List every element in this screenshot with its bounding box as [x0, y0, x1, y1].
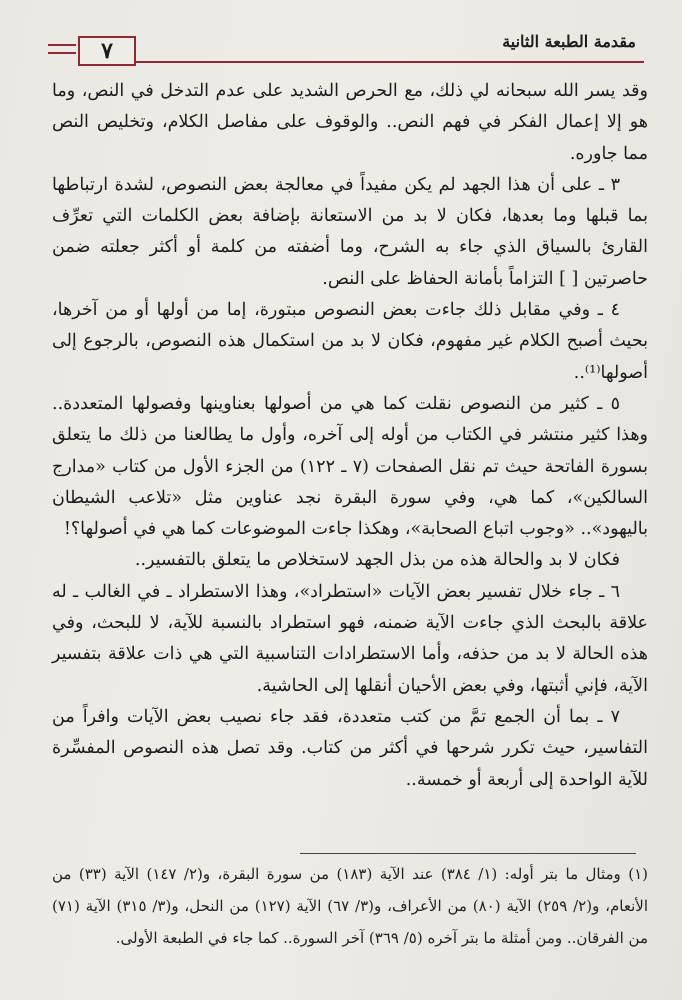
paragraph-point-7: ٧ ـ بما أن الجمع تمَّ من كتب متعددة، فقد جاء نصيب بعض الآيات وافراً من التفاسير، حيث تكرر شرحها في أكثر من كتاب. وقد تصل هذه النصوص المفسِّرة للآية الواحدة إلى أربعة أو خمسة..	[52, 706, 648, 790]
running-title: مقدمة الطبعة الثانية	[502, 32, 636, 51]
footnote-separator	[300, 853, 636, 854]
page-number-box	[78, 36, 136, 66]
paragraph-point-5: ٥ ـ كثير من النصوص نقلت كما هي من أصولها بعناوينها وفصولها المتعددة.. وهذا كثير منتشر في الكتاب من أوله إلى آخره، وأول ما يطالعنا من ذلك ما يتعلق بسورة الفاتحة حيث تم نقل الصفحات (٧ ـ ١٢٢) من الجزء الأول من كتاب «مدارج السالكين»، كما هي، وفي سورة البقرة نجد عناوين مثل «تلاعب الشيطان باليهود».. «وجوب اتباع الصحابة»، وهكذا جاءت الموضوعات كما هي في أصولها؟!	[52, 393, 648, 540]
footnote-1: (١) ومثال ما بتر أوله: (١/ ٣٨٤) عند الآية (١٨٣) من سورة البقرة، و(٢/ ١٤٧) الآية (٣٣) من الأنعام، و(٢/ ٢٥٩) الآية (٨٠) من الأعراف، و(٣/ ٦٧) الآية (١٢٧) من النحل، و(٣/ ٣١٥) الآية (٧١) من الفرقان.. ومن أمثلة ما بتر آخره (٥/ ٣٦٩) آخر السورة.. كما جاء في الطبعة الأولى.	[52, 865, 649, 947]
paragraph-continued: وقد يسر الله سبحانه لي ذلك، مع الحرص الشديد على عدم التدخل في النص، وما هو إلا إعمال الفكر في فهم النص.. والوقوف على مفاصل الكلام، وتخليص النص مما جاوره.	[52, 81, 648, 164]
page-number: ٧	[101, 38, 113, 64]
body-text	[52, 76, 648, 796]
page-header	[48, 30, 644, 70]
header-ornament	[48, 44, 76, 58]
paragraph-conclusion: فكان لا بد والحالة هذه من بذل الجهد لاستخلاص ما يتعلق بالتفسير..	[134, 550, 620, 571]
header-rule	[134, 61, 644, 63]
paragraph-point-3: ٣ ـ على أن هذا الجهد لم يكن مفيداً في معالجة بعض النصوص، لشدة ارتباطها بما قبلها وما بعدها، فكان لا بد من الاستعانة بإضافة بعض الكلمات التي تعرِّف القارئ بالسياق الذي جاء به الشرح، وما أضفته من كلمة أو أكثر جعلته ضمن حاصرتين [ ] التزاماً بأمانة الحفاظ على النص.	[52, 174, 648, 289]
footnote	[52, 858, 648, 954]
paragraph-point-4: ٤ ـ وفي مقابل ذلك جاءت بعض النصوص مبتورة، إما من أولها أو من آخرها، بحيث أصبح الكلام غير مفهوم، فكان لا بد من استكمال هذه النصوص، بالرجوع إلى أصولها⁽¹⁾..	[52, 300, 648, 383]
paragraph-point-6: ٦ ـ جاء خلال تفسير بعض الآيات «استطراد»، وهذا الاستطراد ـ في الغالب ـ له علاقة بالبحث الذي جاءت الآية ضمنه، فهو استطراد بالنسبة للآية، لا للبحث، وفي هذه الحالة لا بد من حذفه، وأما الاستطرادات التناسبية التي هي ذات علاقة بتفسير الآية، فإني أثبتها، وفي بعض الأحيان أنقلها إلى الحاشية.	[52, 581, 648, 696]
